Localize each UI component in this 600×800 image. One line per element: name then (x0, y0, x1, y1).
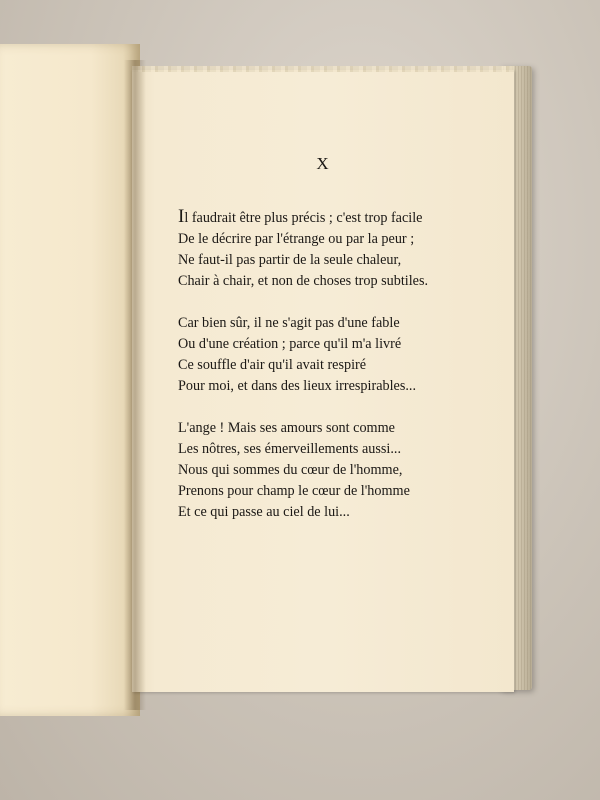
poem-line: Nous qui sommes du cœur de l'homme, (178, 462, 403, 478)
poem-line: Pour moi, et dans des lieux irrespirables... (178, 378, 416, 394)
poem-line: Car bien sûr, il ne s'agit pas d'une fable (178, 315, 400, 331)
stanza-1 (178, 208, 478, 292)
poem-line: Et ce qui passe au ciel de lui... (178, 504, 350, 520)
poem-line: L'ange ! Mais ses amours sont comme (178, 420, 395, 436)
poem-line: Ne faut-il pas partir de la seule chaleur, (178, 252, 402, 268)
poem-text (178, 208, 478, 544)
deckled-edge (132, 66, 514, 72)
chapter-heading: X (316, 154, 330, 173)
poem-line: Prenons pour champ le cœur de l'homme (178, 483, 410, 499)
left-blank-page (0, 44, 140, 716)
poem-line: De le décrire par l'étrange ou par la peur ; (178, 231, 415, 247)
poem-line: Chair à chair, et non de choses trop subtiles. (178, 273, 429, 289)
poem-line: Les nôtres, ses émerveillements aussi... (178, 441, 402, 457)
stanza-3 (178, 418, 478, 523)
poem-line: Ou d'une création ; parce qu'il m'a livré (178, 336, 402, 352)
poem-line: Il faudrait être plus précis ; c'est trop facile (178, 206, 423, 227)
stanza-2 (178, 313, 478, 397)
poem-line: Ce souffle d'air qu'il avait respiré (178, 357, 367, 373)
drop-cap: I (178, 206, 185, 227)
